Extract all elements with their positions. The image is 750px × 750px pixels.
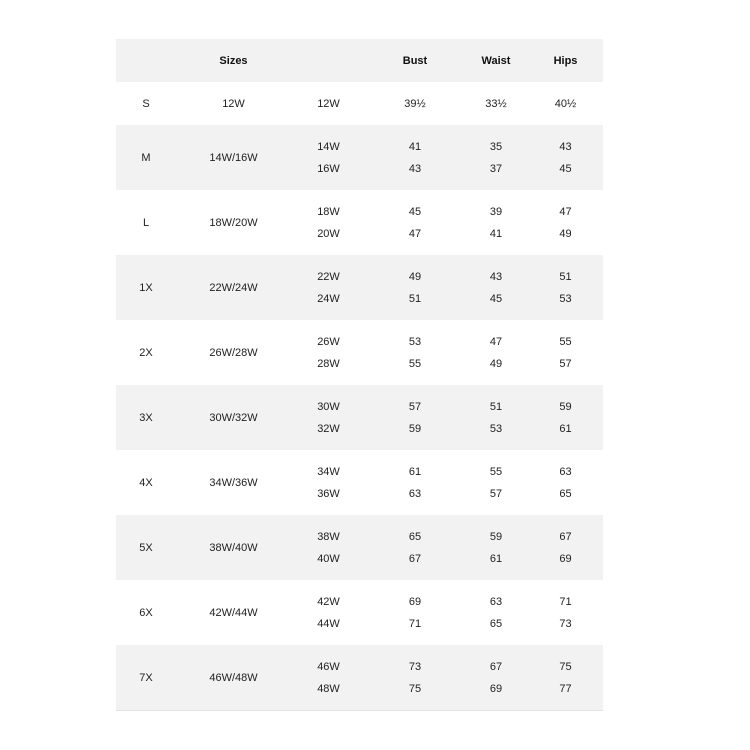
table-cell-sizes: 22W/24W — [209, 281, 258, 294]
table-cell-waist-value: 69 — [489, 682, 503, 695]
table-cell-w-value: 34W — [317, 465, 340, 478]
table-cell-hips-value: 73 — [559, 617, 572, 630]
table-cell-bust-value: 75 — [408, 682, 422, 695]
table-cell-w — [291, 450, 366, 515]
table-cell-hips-value: 53 — [559, 292, 572, 305]
table-row — [116, 645, 603, 710]
table-cell-waist-value: 63 — [489, 595, 503, 608]
table-row — [116, 515, 603, 580]
header-cell-letter — [116, 39, 176, 82]
table-cell-waist — [464, 125, 528, 190]
table-cell-bust-value: 49 — [408, 270, 422, 283]
table-cell-w-value: 32W — [317, 422, 340, 435]
table-cell-hips — [528, 190, 603, 255]
table-cell-w — [291, 255, 366, 320]
table-cell-hips-value: 43 — [559, 140, 572, 153]
table-cell-w — [291, 580, 366, 645]
header-cell-waist: Waist — [481, 54, 511, 67]
table-cell-w — [291, 320, 366, 385]
table-cell-waist — [464, 385, 528, 450]
table-cell-bust-value: 67 — [408, 552, 422, 565]
table-cell-hips-value: 77 — [559, 682, 572, 695]
table-cell-bust-value: 47 — [408, 227, 422, 240]
table-cell-bust — [366, 82, 464, 125]
table-cell-hips-value: 55 — [559, 335, 572, 348]
table-row — [116, 385, 603, 450]
table-cell-hips — [528, 645, 603, 710]
table-cell-waist-value: 33½ — [485, 97, 507, 110]
table-cell-w-value: 24W — [317, 292, 340, 305]
table-cell-bust-value: 65 — [408, 530, 422, 543]
table-cell-bust-value: 59 — [408, 422, 422, 435]
table-cell-w — [291, 125, 366, 190]
table-cell-w-value: 48W — [317, 682, 340, 695]
table-cell-bust — [366, 645, 464, 710]
table-cell-waist-value: 53 — [489, 422, 503, 435]
table-cell-waist-value: 49 — [489, 357, 503, 370]
table-cell-w-value: 22W — [317, 270, 340, 283]
table-cell-bust-value: 55 — [408, 357, 422, 370]
table-header-row — [116, 39, 603, 82]
table-cell-hips-value: 71 — [559, 595, 572, 608]
table-cell-letter: 3X — [139, 411, 153, 424]
table-cell-hips-value: 45 — [559, 162, 572, 175]
table-cell-w-value: 38W — [317, 530, 340, 543]
table-cell-bust — [366, 385, 464, 450]
table-cell-w — [291, 82, 366, 125]
table-cell-bust-value: 39½ — [404, 97, 426, 110]
table-cell-bust-value: 69 — [408, 595, 422, 608]
table-cell-bust-value: 61 — [408, 465, 422, 478]
table-cell-hips-value: 59 — [559, 400, 572, 413]
table-cell-w-value: 28W — [317, 357, 340, 370]
header-cell-bust: Bust — [402, 54, 428, 67]
header-cell-sizes: Sizes — [219, 54, 248, 67]
table-cell-waist-value: 51 — [489, 400, 503, 413]
table-cell-hips — [528, 125, 603, 190]
table-cell-bust-value: 41 — [408, 140, 422, 153]
table-row — [116, 580, 603, 645]
table-cell-w — [291, 190, 366, 255]
table-cell-waist-value: 43 — [489, 270, 503, 283]
table-cell-hips — [528, 255, 603, 320]
table-cell-waist — [464, 82, 528, 125]
table-cell-w-value: 20W — [317, 227, 340, 240]
table-cell-waist — [464, 645, 528, 710]
table-cell-bust-value: 51 — [408, 292, 422, 305]
table-cell-sizes: 38W/40W — [209, 541, 258, 554]
table-cell-bust — [366, 190, 464, 255]
table-row — [116, 125, 603, 190]
table-cell-hips — [528, 580, 603, 645]
table-cell-letter: 7X — [139, 671, 153, 684]
table-cell-bust-value: 71 — [408, 617, 422, 630]
table-cell-waist-value: 37 — [489, 162, 503, 175]
table-cell-sizes: 34W/36W — [209, 476, 258, 489]
table-cell-bust-value: 53 — [408, 335, 422, 348]
table-cell-bust — [366, 580, 464, 645]
header-cell-hips: Hips — [553, 54, 578, 67]
table-cell-waist-value: 55 — [489, 465, 503, 478]
table-cell-bust — [366, 125, 464, 190]
table-cell-w-value: 44W — [317, 617, 340, 630]
table-cell-hips-value: 65 — [559, 487, 572, 500]
table-cell-hips-value: 67 — [559, 530, 572, 543]
table-cell-bust — [366, 320, 464, 385]
table-row — [116, 320, 603, 385]
table-cell-hips — [528, 450, 603, 515]
table-cell-waist-value: 39 — [489, 205, 503, 218]
table-cell-letter: 2X — [139, 346, 153, 359]
table-cell-waist — [464, 450, 528, 515]
table-cell-sizes: 12W — [222, 97, 245, 110]
table-cell-bust-value: 73 — [408, 660, 422, 673]
table-cell-letter: S — [142, 97, 150, 110]
table-cell-hips — [528, 515, 603, 580]
table-cell-sizes: 42W/44W — [209, 606, 258, 619]
table-cell-sizes: 18W/20W — [209, 216, 258, 229]
table-cell-w-value: 46W — [317, 660, 340, 673]
table-cell-sizes: 26W/28W — [209, 346, 258, 359]
table-cell-letter: 4X — [139, 476, 153, 489]
table-cell-bust-value: 43 — [408, 162, 422, 175]
table-cell-hips-value: 40½ — [554, 97, 577, 110]
table-cell-waist-value: 67 — [489, 660, 503, 673]
table-cell-w-value: 30W — [317, 400, 340, 413]
table-cell-w — [291, 385, 366, 450]
table-cell-hips-value: 61 — [559, 422, 572, 435]
table-cell-waist-value: 57 — [489, 487, 503, 500]
table-cell-hips-value: 69 — [559, 552, 572, 565]
table-cell-w-value: 42W — [317, 595, 340, 608]
table-cell-w — [291, 645, 366, 710]
table-cell-hips-value: 47 — [559, 205, 572, 218]
table-cell-hips — [528, 385, 603, 450]
table-cell-letter: 6X — [139, 606, 153, 619]
table-row — [116, 190, 603, 255]
table-cell-w-value: 18W — [317, 205, 340, 218]
table-cell-waist-value: 41 — [489, 227, 503, 240]
table-cell-w-value: 40W — [317, 552, 340, 565]
table-cell-waist-value: 45 — [489, 292, 503, 305]
table-cell-hips-value: 57 — [559, 357, 572, 370]
table-cell-sizes: 14W/16W — [209, 151, 258, 164]
table-cell-hips-value: 49 — [559, 227, 572, 240]
table-cell-sizes: 30W/32W — [209, 411, 258, 424]
table-cell-waist — [464, 255, 528, 320]
table-cell-hips — [528, 320, 603, 385]
table-cell-w-value: 26W — [317, 335, 340, 348]
size-chart-table — [116, 39, 603, 711]
table-cell-w-value: 14W — [317, 140, 340, 153]
table-cell-waist — [464, 190, 528, 255]
table-cell-waist — [464, 580, 528, 645]
table-cell-w-value: 36W — [317, 487, 340, 500]
table-cell-sizes: 46W/48W — [209, 671, 258, 684]
table-cell-w-value: 12W — [317, 97, 340, 110]
table-cell-hips-value: 75 — [559, 660, 572, 673]
table-cell-waist — [464, 515, 528, 580]
table-row — [116, 255, 603, 320]
table-cell-waist-value: 35 — [489, 140, 503, 153]
table-cell-w — [291, 515, 366, 580]
table-cell-letter: 5X — [139, 541, 153, 554]
table-cell-bust-value: 45 — [408, 205, 422, 218]
table-cell-bust — [366, 515, 464, 580]
table-cell-waist-value: 65 — [489, 617, 503, 630]
table-cell-bust-value: 63 — [408, 487, 422, 500]
table-cell-bust — [366, 450, 464, 515]
table-cell-waist — [464, 320, 528, 385]
table-cell-waist-value: 59 — [489, 530, 503, 543]
table-cell-letter: M — [141, 151, 151, 164]
table-cell-hips-value: 51 — [559, 270, 572, 283]
table-cell-waist-value: 61 — [489, 552, 503, 565]
table-row — [116, 82, 603, 125]
table-cell-bust — [366, 255, 464, 320]
table-cell-bust-value: 57 — [408, 400, 422, 413]
table-cell-letter: L — [142, 216, 150, 229]
table-cell-letter: 1X — [139, 281, 153, 294]
table-row — [116, 450, 603, 515]
table-body — [116, 82, 603, 710]
header-cell-w — [291, 39, 366, 82]
table-cell-w-value: 16W — [317, 162, 340, 175]
table-cell-hips — [528, 82, 603, 125]
table-cell-hips-value: 63 — [559, 465, 572, 478]
table-cell-waist-value: 47 — [489, 335, 503, 348]
